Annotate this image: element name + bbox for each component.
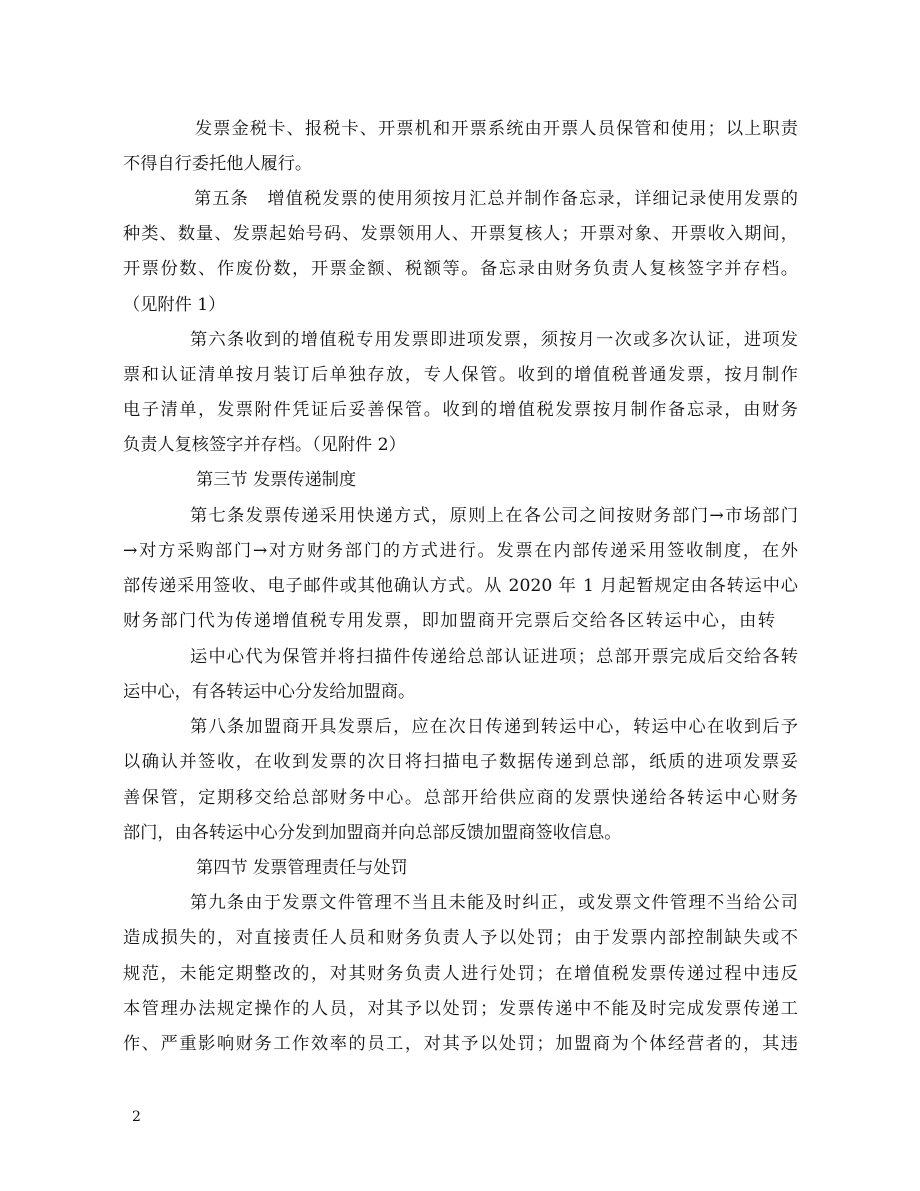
paragraph-line: 第五条 增值税发票的使用须按月汇总并制作备忘录，详细记录使用发票的 — [194, 189, 798, 209]
paragraph-line: →对方采购部门→对方财务部门的方式进行。发票在内部传递采用签收制度，在外 — [123, 541, 798, 561]
paragraph-line: 以确认并签收，在收到发票的次日将扫描电子数据传递到总部，纸质的进项发票妥 — [123, 752, 798, 772]
section-heading: 第四节 发票管理责任与处罚 — [196, 858, 408, 878]
paragraph-line: 第六条收到的增值税专用发票即进项发票，须按月一次或多次认证，进项发 — [190, 330, 798, 350]
paragraph-line: 第七条发票传递采用快递方式，原则上在各公司之间按财务部门→市场部门 — [190, 506, 798, 526]
paragraph-line: 开票份数、作废份数，开票金额、税额等。备忘录由财务负责人复核签字并存档。 — [123, 259, 798, 279]
paragraph-line: 第九条由于发票文件管理不当且未能及时纠正，或发票文件管理不当给公司 — [190, 893, 798, 913]
paragraph-line: （见附件 1） — [123, 295, 226, 315]
page-number: 2 — [132, 1109, 141, 1125]
paragraph-line: 种类、数量、发票起始号码、发票领用人、开票复核人；开票对象、开票收入期间， — [123, 224, 798, 244]
paragraph-line: 第八条加盟商开具发票后，应在次日传递到转运中心，转运中心在收到后予 — [190, 717, 798, 737]
paragraph-line: 部门，由各转运中心分发到加盟商并向总部反馈加盟商签收信息。 — [123, 823, 622, 843]
paragraph-line: 发票金税卡、报税卡、开票机和开票系统由开票人员保管和使用；以上职责 — [195, 119, 798, 139]
paragraph-line: 票和认证清单按月装订后单独存放，专人保管。收到的增值税普通发票，按月制作 — [123, 365, 798, 385]
section-heading: 第三节 发票传递制度 — [196, 470, 357, 490]
paragraph-line: 负责人复核签字并存档。（见附件 2） — [123, 435, 406, 455]
paragraph-line: 财务部门代为传递增值税专用发票，即加盟商开完票后交给各区转运中心，由转 — [123, 611, 775, 631]
paragraph-line: 电子清单，发票附件凭证后妥善保管。收到的增值税发票按月制作备忘录，由财务 — [123, 400, 798, 420]
paragraph-line: 作、严重影响财务工作效率的员工，对其予以处罚；加盟商为个体经营者的，其违 — [123, 1034, 798, 1054]
paragraph-line: 部传递采用签收、电子邮件或其他确认方式。从 2020 年 1 月起暂规定由各转运中心 — [123, 576, 798, 596]
paragraph-line: 运中心，有各转运中心分发给加盟商。 — [123, 682, 416, 702]
paragraph-line: 善保管，定期移交给总部财务中心。总部开给供应商的发票快递给各转运中心财务 — [123, 788, 798, 808]
paragraph-line: 本管理办法规定操作的人员，对其予以处罚；发票传递中不能及时完成发票传递工 — [123, 999, 798, 1019]
paragraph-line: 不得自行委托他人履行。 — [123, 154, 313, 174]
paragraph-line: 运中心代为保管并将扫描件传递给总部认证进项；总部开票完成后交给各转 — [190, 647, 798, 667]
paragraph-line: 造成损失的，对直接责任人员和财务负责人予以处罚；由于发票内部控制缺失或不 — [123, 928, 798, 948]
paragraph-line: 规范，未能定期整改的，对其财务负责人进行处罚；在增值税发票传递过程中违反 — [123, 964, 798, 984]
